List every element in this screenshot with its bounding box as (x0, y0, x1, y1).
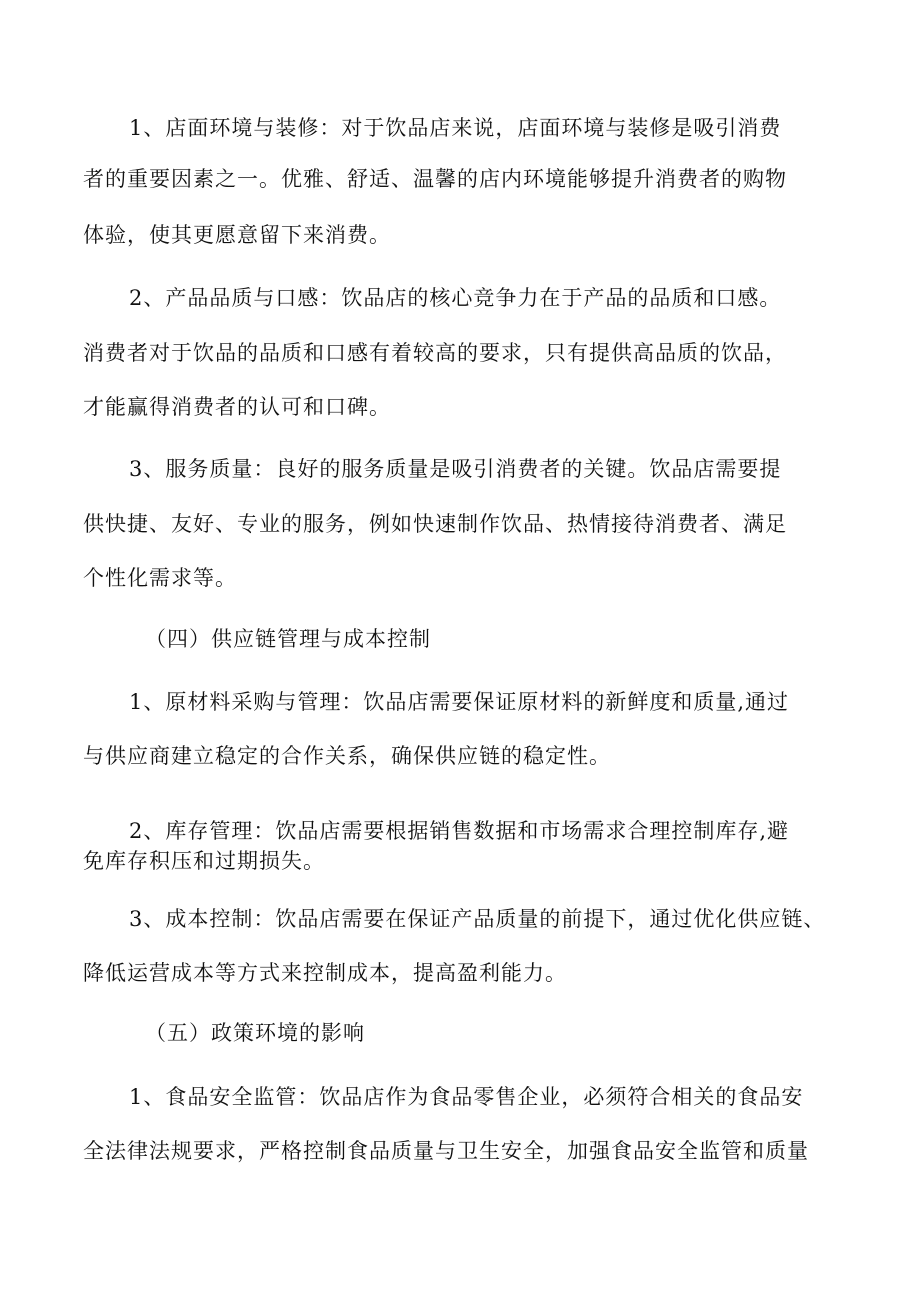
text-line-10: 1、原材料采购与管理：饮品店需要保证原材料的新鲜度和质量,通过 (129, 690, 790, 714)
text-line-5: 消费者对于饮品的品质和口感有着较高的要求，只有提供高品质的饮品， (83, 341, 787, 365)
text-line-12: 2、库存管理：饮品店需要根据销售数据和市场需求合理控制库存,避 (129, 819, 790, 843)
text-line-4: 2、产品品质与口感：饮品店的核心竞争力在于产品的品质和口感。 (129, 286, 782, 310)
text-line-3: 体验，使其更愿意留下来消费。 (83, 223, 391, 247)
section-heading-5: （五）政策环境的影响 (145, 1021, 365, 1045)
text-line-11: 与供应商建立稳定的合作关系，确保供应链的稳定性。 (83, 744, 611, 768)
text-line-14: 3、成本控制：饮品店需要在保证产品质量的前提下，通过优化供应链、 (129, 907, 826, 931)
text-line-7: 3、服务质量：良好的服务质量是吸引消费者的关键。饮品店需要提 (129, 457, 782, 481)
text-line-9: 个性化需求等。 (83, 566, 237, 590)
text-line-13: 免库存积压和过期损失。 (83, 849, 325, 873)
text-line-16: 1、食品安全监管：饮品店作为食品零售企业，必须符合相关的食品安 (129, 1085, 804, 1109)
text-line-17: 全法律法规要求，严格控制食品质量与卫生安全，加强食品安全监管和质量 (83, 1139, 809, 1163)
text-line-6: 才能赢得消费者的认可和口碑。 (83, 395, 391, 419)
text-line-8: 供快捷、友好、专业的服务，例如快速制作饮品、热情接待消费者、满足 (83, 512, 787, 536)
text-line-1: 1、店面环境与装修：对于饮品店来说，店面环境与装修是吸引消费 (129, 116, 782, 140)
text-line-2: 者的重要因素之一。优雅、舒适、温馨的店内环境能够提升消费者的购物 (83, 167, 787, 191)
section-heading-4: （四）供应链管理与成本控制 (145, 627, 431, 651)
text-line-15: 降低运营成本等方式来控制成本，提高盈利能力。 (83, 961, 567, 985)
